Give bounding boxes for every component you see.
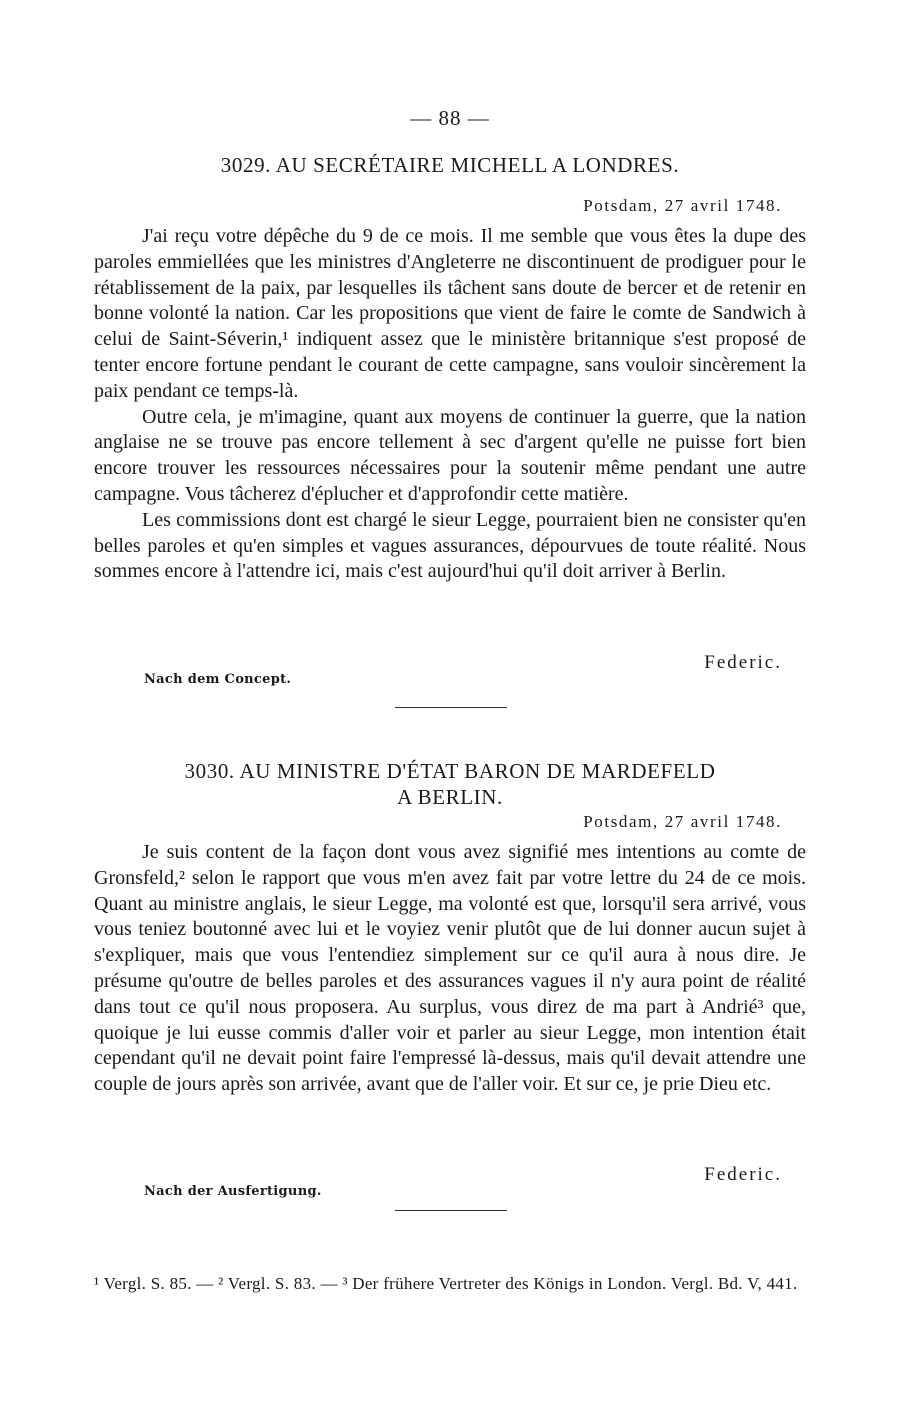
letter-3029-body [94,224,806,585]
letter-3029-source-note: Nach dem Concept. [144,672,292,687]
letter-3030-place-date: Potsdam, 27 avril 1748. [583,812,782,831]
letter-3029-heading [94,152,806,178]
letter-heading-line: A BERLIN. [397,785,503,809]
letter-3030-signature: Federic. [704,1164,782,1185]
letter-heading-line: 3029. AU SECRÉTAIRE MICHELL A LONDRES. [220,153,680,177]
footnotes: ¹ Vergl. S. 85. — ² Vergl. S. 83. — ³ Der frühere Vertreter des Königs in London. Vergl. Bd. V, 441. [94,1274,798,1293]
letter-3030-heading [94,758,806,810]
letter-paragraph: Les commissions dont est chargé le sieur Legge, pourraient bien ne consister qu'en belles paroles et qu'en simples et vagues assurances, dépourvues de toute réalité. Nous sommes encore à l'attendre ici, mais c'est aujourd'hui qu'il doit arriver à Berlin. [94,508,806,583]
letter-3030-body [94,840,806,1098]
letter-heading-line: 3030. AU MINISTRE D'ÉTAT BARON DE MARDEFELD [184,759,716,783]
letter-3029-place-date: Potsdam, 27 avril 1748. [583,196,782,215]
page-number: — 88 — [410,106,490,130]
section-divider [395,707,507,708]
letter-3030-source-note: Nach der Ausfertigung. [144,1184,322,1199]
letter-paragraph: Je suis content de la façon dont vous avez signifié mes intentions au comte de Gronsfeld,² selon le rapport que vous m'en avez fait par votre lettre du 24 de ce mois. Quant au ministre anglais, le sieur Legge, ma volonté est que, lorsqu'il sera arrivé, vous vous teniez boutonné avec lui et le voyiez venir plutôt que de lui donner aucun sujet à s'expliquer, mais que vous l'entendiez simplement sur ce qu'il aura à nous dire. Je présume qu'outre de belles paroles et des assurances vagues il n'y aura point de réalité dans tout ce qu'il nous proposera. Au surplus, vous direz de ma part à Andrié³ que, quoique je lui eusse commis d'aller voir et parler au sieur Legge, mon intention était cependant qu'il ne devait point faire l'empressé là-dessus, mais qu'il devait attendre une couple de jours après son arrivée, avant que de l'aller voir. Et sur ce, je prie Dieu etc. [94,841,806,1096]
section-divider [395,1210,507,1211]
letter-paragraph: Outre cela, je m'imagine, quant aux moyens de continuer la guerre, que la nation anglaise ne se trouve pas encore tellement à sec d'argent qu'elle ne puisse fort bien encore trouver les ressources nécessaires pour la soutenir même pendant une autre campagne. Vous tâcherez d'éplucher et d'approfondir cette matière. [94,405,806,505]
letter-paragraph: J'ai reçu votre dépêche du 9 de ce mois. Il me semble que vous êtes la dupe des paroles emmiellées que les ministres d'Angleterre ne discontinuent de prodiguer pour le rétablissement de la paix, par lesquelles ils tâchent sans doute de bercer et de retenir en bonne volonté la nation. Car les propositions que vient de faire le comte de Sandwich à celui de Saint-Séverin,¹ indiquent assez que le ministère britannique s'est proposé de tenter encore fortune pendant le courant de cette campagne, sans vouloir sincèrement la paix pendant ce temps-là. [94,225,806,402]
letter-3029-signature: Federic. [704,652,782,673]
